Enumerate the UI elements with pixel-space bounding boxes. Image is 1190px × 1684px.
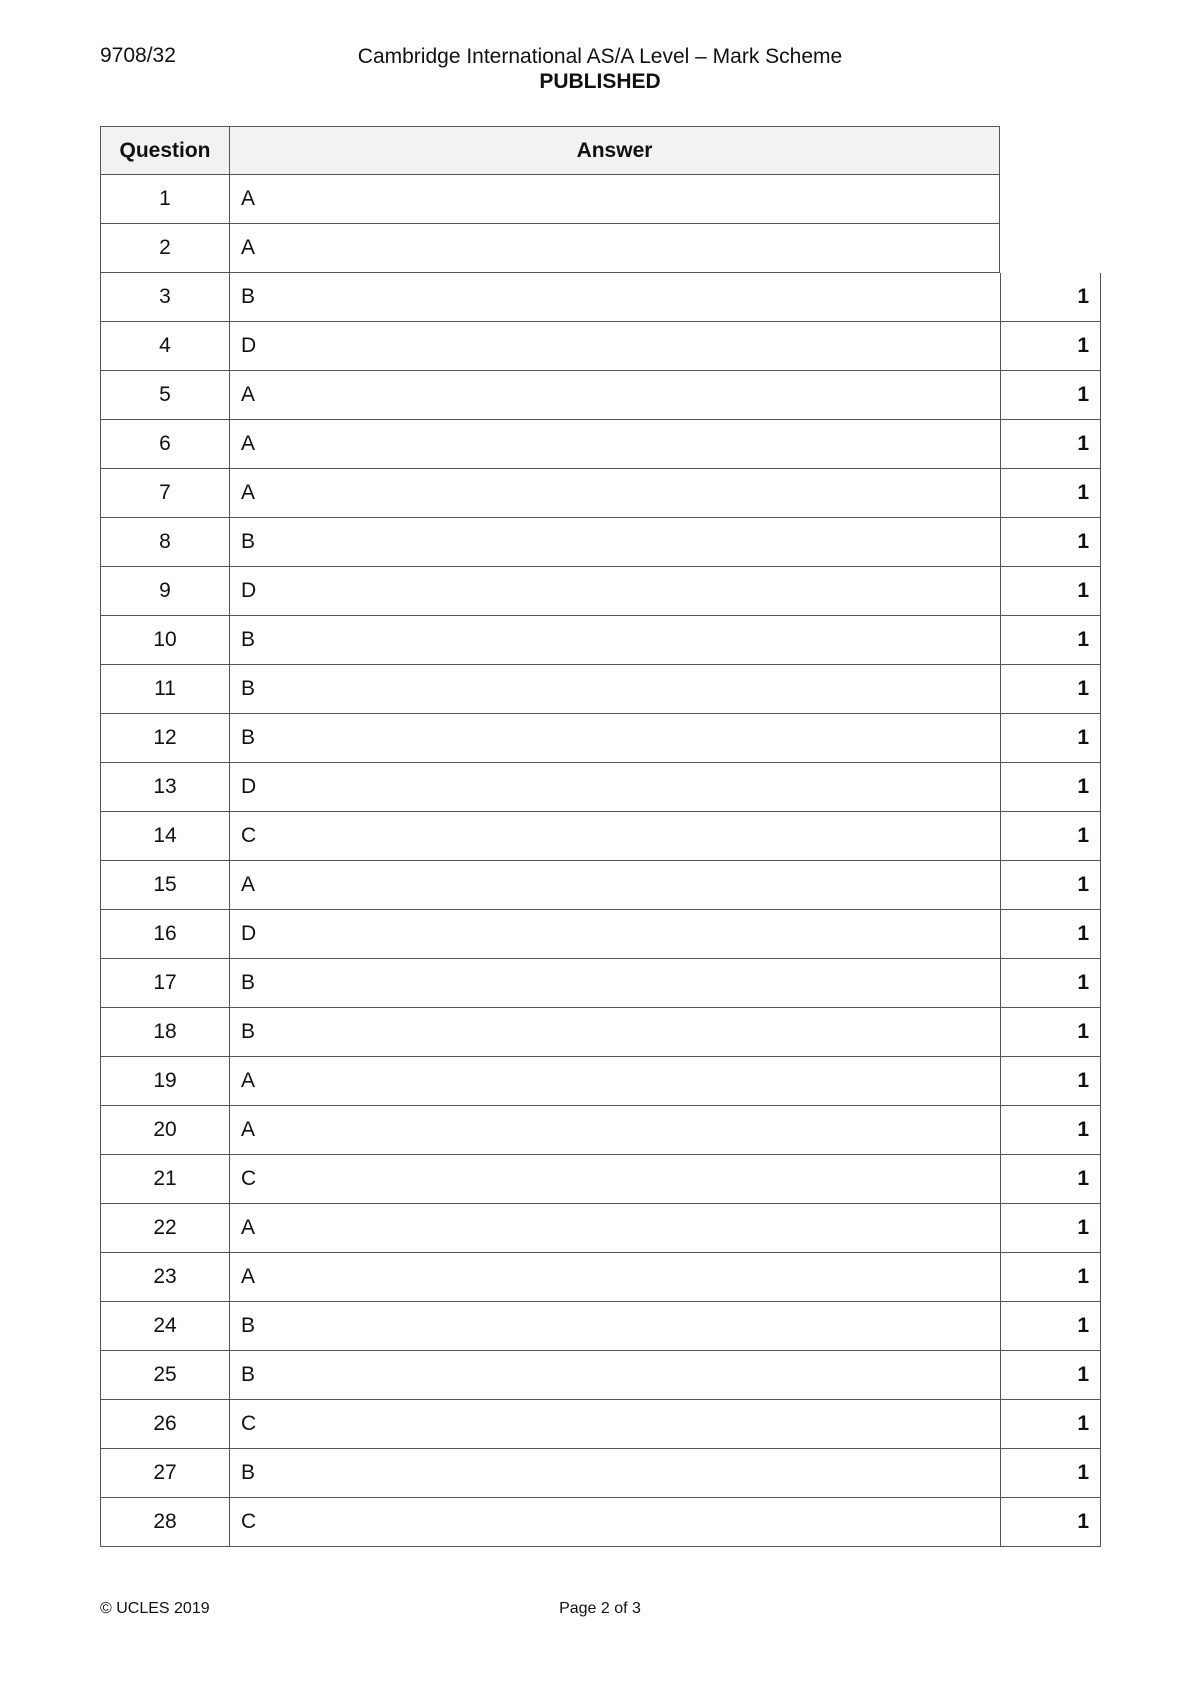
mark-cell: 1	[1000, 616, 1101, 665]
mark-cell: 1	[1000, 1155, 1101, 1204]
mark-cell: 1	[1000, 1204, 1101, 1253]
document-header	[250, 44, 950, 94]
mark-cell: 1	[1000, 1400, 1101, 1449]
answer-column-header: Answer	[229, 126, 1000, 175]
answer-cell: D	[229, 322, 1000, 371]
question-number: 23	[100, 1253, 229, 1302]
answer-cell: D	[229, 910, 1000, 959]
answer-cell: C	[229, 1155, 1000, 1204]
mark-cell: 1	[1000, 371, 1101, 420]
mark-cell: 1	[1000, 1057, 1101, 1106]
mark-cell: 1	[1000, 322, 1101, 371]
copyright-notice: © UCLES 2019	[100, 1600, 210, 1617]
mark-cell: 1	[1000, 959, 1101, 1008]
answer-cell: A	[229, 1253, 1000, 1302]
question-number: 18	[100, 1008, 229, 1057]
mark-cell: 1	[1000, 1498, 1101, 1547]
answer-cell: C	[229, 1400, 1000, 1449]
question-number: 22	[100, 1204, 229, 1253]
question-number: 28	[100, 1498, 229, 1547]
answer-cell: B	[229, 616, 1000, 665]
question-number: 17	[100, 959, 229, 1008]
answer-cell: C	[229, 812, 1000, 861]
question-number: 12	[100, 714, 229, 763]
question-number: 9	[100, 567, 229, 616]
mark-cell: 1	[1000, 420, 1101, 469]
question-number: 5	[100, 371, 229, 420]
question-number: 19	[100, 1057, 229, 1106]
mark-cell: 1	[1000, 273, 1101, 322]
mark-cell: 1	[1000, 665, 1101, 714]
answer-cell: A	[229, 420, 1000, 469]
paper-code: 9708/32	[100, 44, 176, 67]
answer-cell: A	[229, 1057, 1000, 1106]
answer-cell: B	[229, 273, 1000, 322]
answer-cell: A	[229, 1106, 1000, 1155]
question-number: 24	[100, 1302, 229, 1351]
document-title: Cambridge International AS/A Level – Mark Scheme	[357, 45, 843, 68]
mark-cell: 1	[1000, 518, 1101, 567]
answer-cell: D	[229, 763, 1000, 812]
answer-cell: B	[229, 518, 1000, 567]
mark-cell: 1	[1000, 763, 1101, 812]
question-number: 3	[100, 273, 229, 322]
mark-cell: 1	[1000, 910, 1101, 959]
mark-cell: 1	[1000, 812, 1101, 861]
question-number: 25	[100, 1351, 229, 1400]
mark-cell: 1	[1000, 469, 1101, 518]
answer-cell: A	[229, 1204, 1000, 1253]
question-number: 11	[100, 665, 229, 714]
question-number: 7	[100, 469, 229, 518]
question-number: 13	[100, 763, 229, 812]
question-number: 2	[100, 224, 229, 273]
page-number: Page 2 of 3	[559, 1600, 641, 1617]
answer-cell: D	[229, 567, 1000, 616]
answer-cell: A	[229, 224, 1000, 273]
mark-cell: 1	[1000, 1253, 1101, 1302]
question-column-header: Question	[100, 126, 229, 175]
answer-cell: A	[229, 469, 1000, 518]
answer-cell: A	[229, 861, 1000, 910]
question-number: 26	[100, 1400, 229, 1449]
mark-cell: 1	[1000, 861, 1101, 910]
mark-cell: 1	[1000, 1008, 1101, 1057]
document-status: PUBLISHED	[539, 70, 661, 93]
answer-cell: B	[229, 1302, 1000, 1351]
question-number: 1	[100, 175, 229, 224]
answer-cell: B	[229, 1351, 1000, 1400]
answer-cell: C	[229, 1498, 1000, 1547]
mark-cell: 1	[1000, 1302, 1101, 1351]
answer-cell: B	[229, 959, 1000, 1008]
mark-cell: 1	[1000, 567, 1101, 616]
mark-cell: 1	[1000, 1449, 1101, 1498]
mark-cell: 1	[1000, 1106, 1101, 1155]
answer-cell: B	[229, 1008, 1000, 1057]
question-number: 8	[100, 518, 229, 567]
question-number: 27	[100, 1449, 229, 1498]
question-number: 10	[100, 616, 229, 665]
answer-cell: B	[229, 1449, 1000, 1498]
question-number: 14	[100, 812, 229, 861]
question-number: 6	[100, 420, 229, 469]
mark-cell: 1	[1000, 714, 1101, 763]
question-number: 20	[100, 1106, 229, 1155]
answer-cell: A	[229, 175, 1000, 224]
answer-cell: A	[229, 371, 1000, 420]
question-number: 15	[100, 861, 229, 910]
question-number: 21	[100, 1155, 229, 1204]
question-number: 4	[100, 322, 229, 371]
mark-cell: 1	[1000, 1351, 1101, 1400]
question-number: 16	[100, 910, 229, 959]
answer-cell: B	[229, 714, 1000, 763]
answer-cell: B	[229, 665, 1000, 714]
